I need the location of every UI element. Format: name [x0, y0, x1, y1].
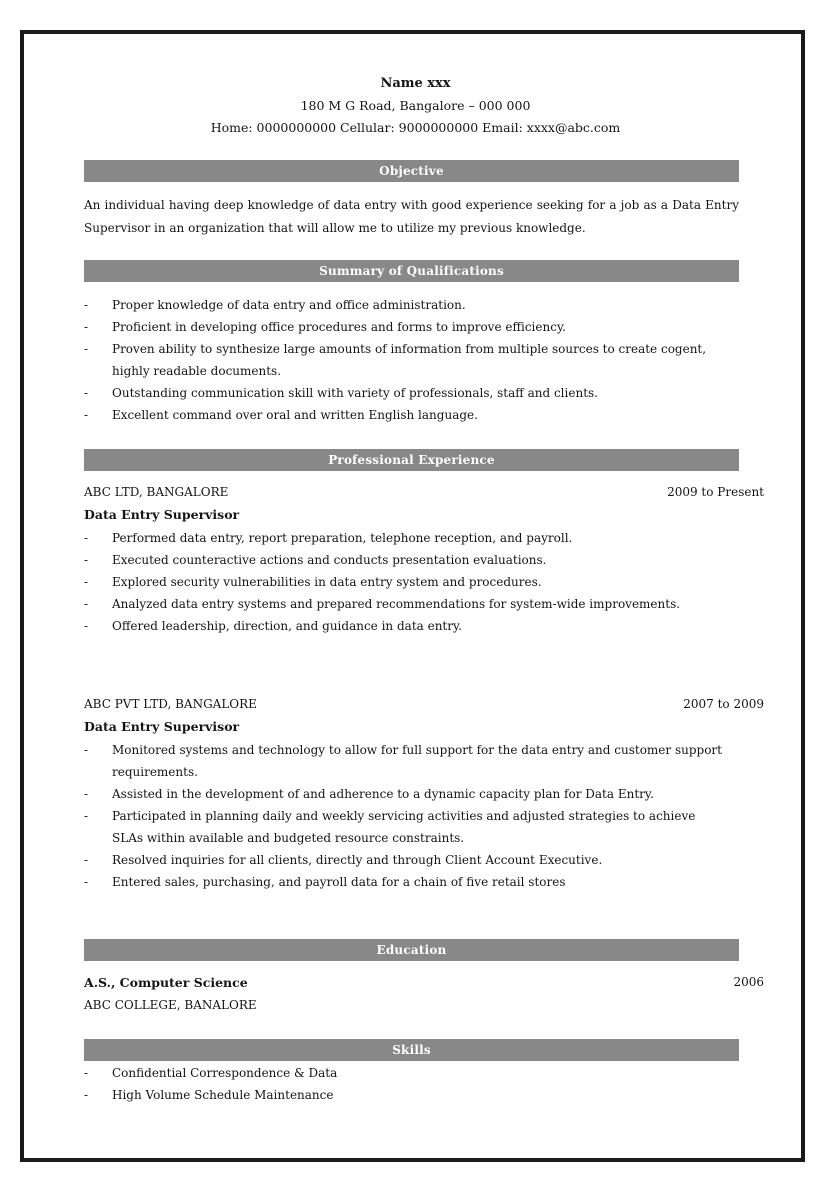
bullet-dash: - [84, 320, 89, 334]
list-item-text: Participated in planning daily and weekly servicing activities and adjusted strategies to achieve SLAs within available and budgeted resource constraints. [112, 809, 696, 845]
job-2-role: Data Entry Supervisor [84, 719, 240, 734]
bullet-dash: - [84, 531, 89, 545]
list-item-text: Confidential Correspondence & Data [112, 1066, 338, 1080]
job-2-company: ABC PVT LTD, BANGALORE [84, 697, 257, 711]
list-item [84, 338, 724, 382]
bullet-dash: - [84, 875, 89, 889]
bullet-dash: - [84, 743, 89, 757]
education-college: ABC COLLEGE, BANALORE [84, 998, 257, 1012]
bullet-dash: - [84, 597, 89, 611]
job-2-duties [84, 739, 724, 893]
candidate-contact: Home: 0000000000 Cellular: 9000000000 Email: xxxx@abc.com [210, 120, 621, 135]
bullet-dash: - [84, 619, 89, 633]
list-item [84, 739, 724, 783]
skills-heading: Skills [84, 1039, 739, 1061]
job-1-company: ABC LTD, BANGALORE [84, 485, 229, 499]
bullet-dash: - [84, 1066, 89, 1080]
job-1-header [84, 485, 764, 499]
list-item [84, 1062, 724, 1084]
bullet-dash: - [84, 1088, 89, 1102]
list-item-text: High Volume Schedule Maintenance [112, 1088, 334, 1102]
candidate-name: Name xxx [380, 76, 451, 91]
list-item-text: Entered sales, purchasing, and payroll data for a chain of five retail stores [112, 875, 566, 889]
bullet-dash: - [84, 853, 89, 867]
job-2-period: 2007 to 2009 [683, 697, 764, 711]
list-item-text: Proficient in developing office procedures and forms to improve efficiency. [112, 320, 566, 334]
list-item [84, 571, 724, 593]
bullet-dash: - [84, 298, 89, 312]
bullet-dash: - [84, 408, 89, 422]
list-item-text: Analyzed data entry systems and prepared recommendations for system-wide improvements. [112, 597, 681, 611]
job-1-period: 2009 to Present [667, 485, 764, 499]
list-item-text: Outstanding communication skill with variety of professionals, staff and clients. [112, 386, 598, 400]
job-2-header [84, 697, 764, 711]
list-item-text: Proven ability to synthesize large amounts of information from multiple sources to create cogent, highly readable documents. [112, 342, 707, 378]
list-item [84, 871, 724, 893]
list-item-text: Executed counteractive actions and conducts presentation evaluations. [112, 553, 547, 567]
job-1-duties [84, 527, 724, 637]
list-item [84, 805, 724, 849]
candidate-address: 180 M G Road, Bangalore – 000 000 [300, 98, 531, 113]
list-item-text: Resolved inquiries for all clients, directly and through Client Account Executive. [112, 853, 603, 867]
list-item [84, 527, 724, 549]
summary-list [84, 294, 724, 426]
list-item [84, 1084, 724, 1106]
education-year: 2006 [733, 975, 764, 989]
list-item [84, 294, 724, 316]
list-item [84, 593, 724, 615]
bullet-dash: - [84, 575, 89, 589]
list-item [84, 316, 724, 338]
list-item-text: Excellent command over oral and written English language. [112, 408, 478, 422]
list-item [84, 615, 724, 637]
list-item [84, 382, 724, 404]
bullet-dash: - [84, 809, 89, 823]
bullet-dash: - [84, 342, 89, 356]
list-item-text: Assisted in the development of and adherence to a dynamic capacity plan for Data Entry. [112, 787, 654, 801]
list-item-text: Explored security vulnerabilities in data entry system and procedures. [112, 575, 542, 589]
list-item-text: Proper knowledge of data entry and office administration. [112, 298, 466, 312]
list-item [84, 549, 724, 571]
job-1-role: Data Entry Supervisor [84, 507, 240, 522]
list-item-text: Monitored systems and technology to allow for full support for the data entry and customer support requirements. [112, 743, 722, 779]
objective-text: An individual having deep knowledge of data entry with good experience seeking for a job as a Data Entry Supervisor in an organization that will allow me to utilize my previous knowledge. [84, 198, 739, 235]
education-header [84, 975, 764, 990]
objective-heading: Objective [84, 160, 739, 182]
list-item [84, 404, 724, 426]
list-item [84, 849, 724, 871]
education-heading: Education [84, 939, 739, 961]
list-item-text: Offered leadership, direction, and guidance in data entry. [112, 619, 462, 633]
experience-heading: Professional Experience [84, 449, 739, 471]
bullet-dash: - [84, 386, 89, 400]
education-degree: A.S., Computer Science [84, 975, 248, 990]
list-item [84, 783, 724, 805]
summary-heading: Summary of Qualifications [84, 260, 739, 282]
list-item-text: Performed data entry, report preparation, telephone reception, and payroll. [112, 531, 573, 545]
bullet-dash: - [84, 787, 89, 801]
bullet-dash: - [84, 553, 89, 567]
skills-list [84, 1062, 724, 1106]
